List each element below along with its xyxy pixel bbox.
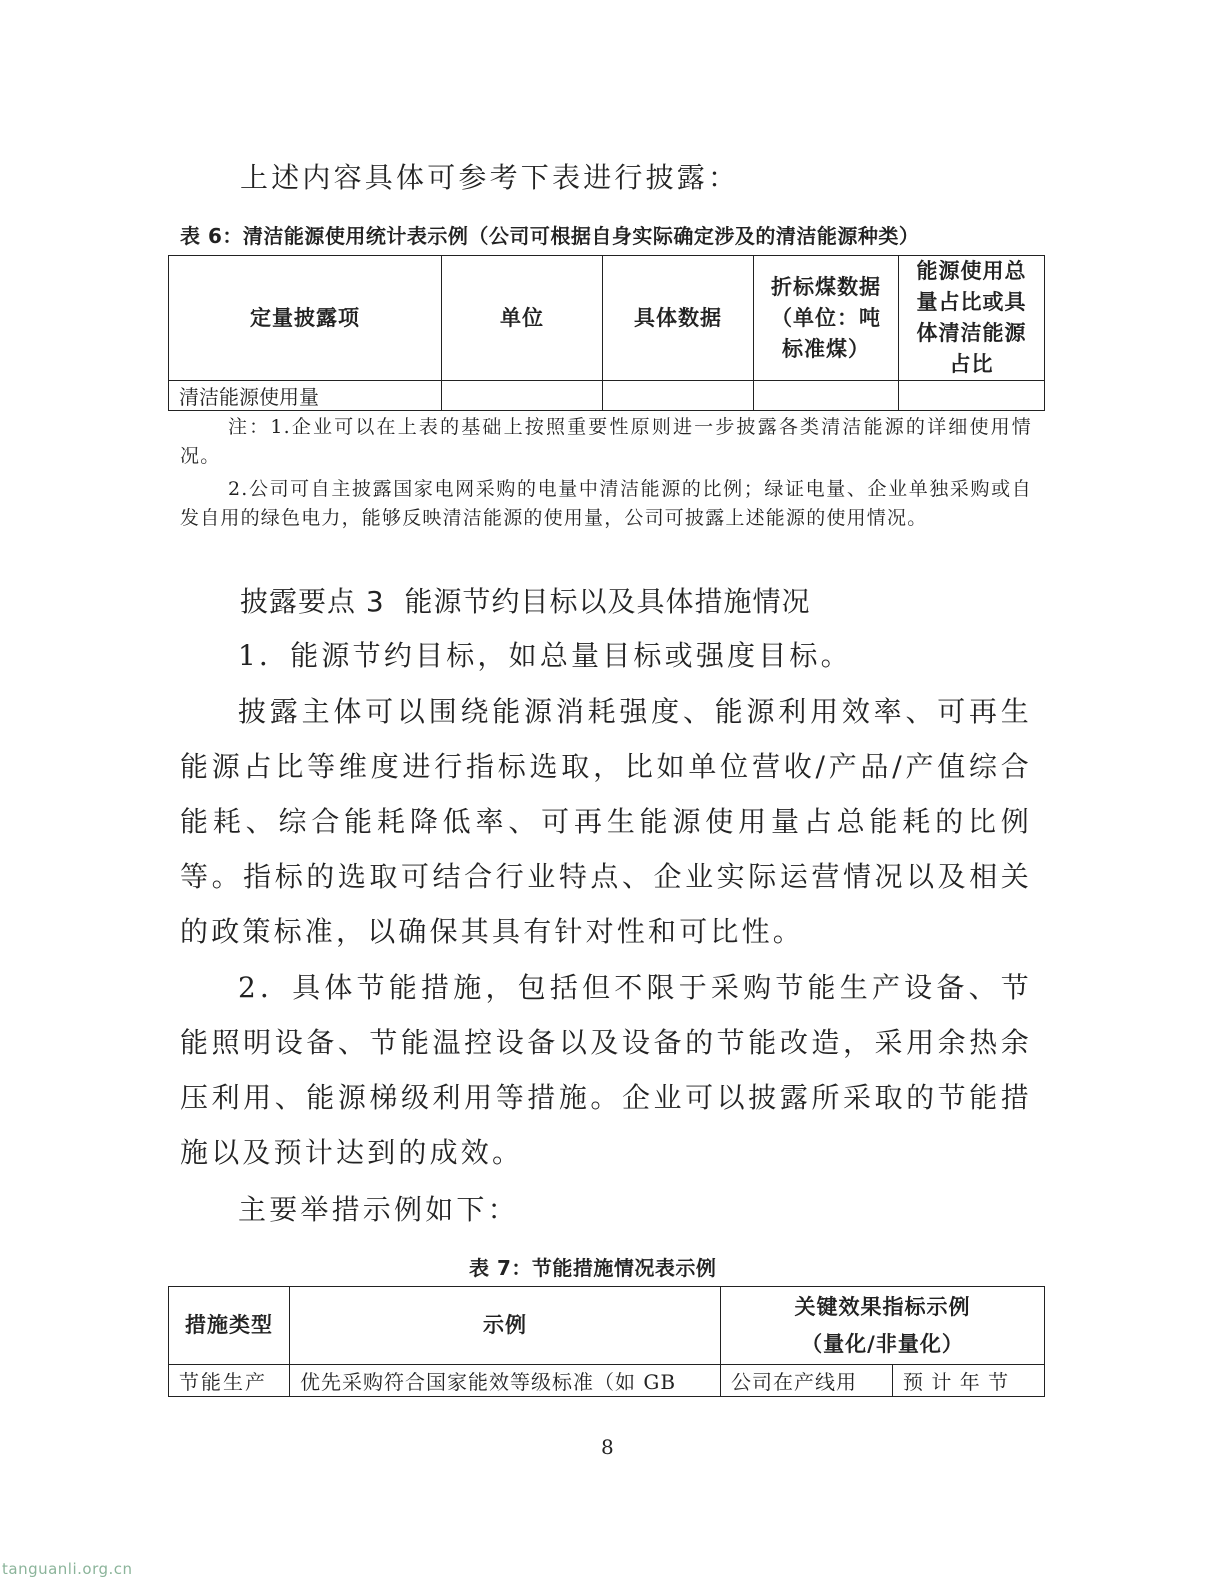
paragraph-examples-intro: 主要举措示例如下： bbox=[238, 1193, 519, 1226]
table6-header-unit: 单位 bbox=[442, 256, 603, 381]
table6-cell bbox=[899, 381, 1045, 411]
table7-header-type: 措施类型 bbox=[169, 1287, 290, 1365]
table6-header-coal: 折标煤数据（单位：吨标准煤） bbox=[754, 256, 899, 381]
table-row bbox=[169, 381, 1045, 411]
watermark: tanguanli.org.cn bbox=[2, 1560, 133, 1578]
intro-line: 上述内容具体可参考下表进行披露： bbox=[240, 161, 740, 194]
table7-cell: 公司在产线用 bbox=[721, 1365, 893, 1397]
table-row bbox=[169, 1365, 1045, 1397]
table7-cell: 节能生产 bbox=[169, 1365, 290, 1397]
table6-header-row bbox=[169, 256, 1045, 381]
table7-cell: 优先采购符合国家能效等级标准（如 GB bbox=[290, 1365, 721, 1397]
table7 bbox=[168, 1286, 1045, 1397]
table6-cell: 清洁能源使用量 bbox=[169, 381, 442, 411]
table6-cell bbox=[442, 381, 603, 411]
table7-header-kpi-sub: （量化/非量化） bbox=[801, 1331, 964, 1356]
table7-header-kpi bbox=[721, 1287, 1045, 1365]
note-2: 2.公司可自主披露国家电网采购的电量中清洁能源的比例；绿证电量、企业单独采购或自发自用的绿色电力，能够反映清洁能源的使用量，公司可披露上述能源的使用情况。 bbox=[180, 478, 1032, 529]
table6-cell bbox=[603, 381, 754, 411]
table7-caption: 表 7：节能措施情况表示例 bbox=[469, 1256, 717, 1280]
table7-cell: 预 计 年 节 bbox=[893, 1365, 1045, 1397]
note-1: 注：1.企业可以在上表的基础上按照重要性原则进一步披露各类清洁能源的详细使用情况。 bbox=[180, 416, 1032, 467]
page-number: 8 bbox=[601, 1435, 614, 1459]
table7-header-row bbox=[169, 1287, 1045, 1365]
section-heading: 披露要点 3 能源节约目标以及具体措施情况 bbox=[240, 585, 811, 618]
table6-header-data: 具体数据 bbox=[603, 256, 754, 381]
paragraph-target: 1．能源节约目标，如总量目标或强度目标。 bbox=[238, 639, 852, 672]
table7-header-kpi-title: 关键效果指标示例 bbox=[794, 1294, 971, 1319]
table6-cell bbox=[754, 381, 899, 411]
paragraph-indicators: 披露主体可以围绕能源消耗强度、能源利用效率、可再生能源占比等维度进行指标选取，比如单位营收/产品/产值综合能耗、综合能耗降低率、可再生能源使用量占总能耗的比例等。指标的选取可结合行业特点、企业实际运营情况以及相关的政策标准，以确保其具有针对性和可比性。 bbox=[180, 695, 1032, 948]
table6-header-share: 能源使用总量占比或具体清洁能源占比 bbox=[899, 256, 1045, 381]
paragraph-measures: 2．具体节能措施，包括但不限于采购节能生产设备、节能照明设备、节能温控设备以及设备的节能改造，采用余热余压利用、能源梯级利用等措施。企业可以披露所采取的节能措施以及预计达到的成效。 bbox=[180, 971, 1032, 1169]
table6 bbox=[168, 255, 1045, 411]
table6-caption: 表 6：清洁能源使用统计表示例（公司可根据自身实际确定涉及的清洁能源种类） bbox=[180, 224, 920, 248]
table6-header-item: 定量披露项 bbox=[169, 256, 442, 381]
table7-header-example: 示例 bbox=[290, 1287, 721, 1365]
